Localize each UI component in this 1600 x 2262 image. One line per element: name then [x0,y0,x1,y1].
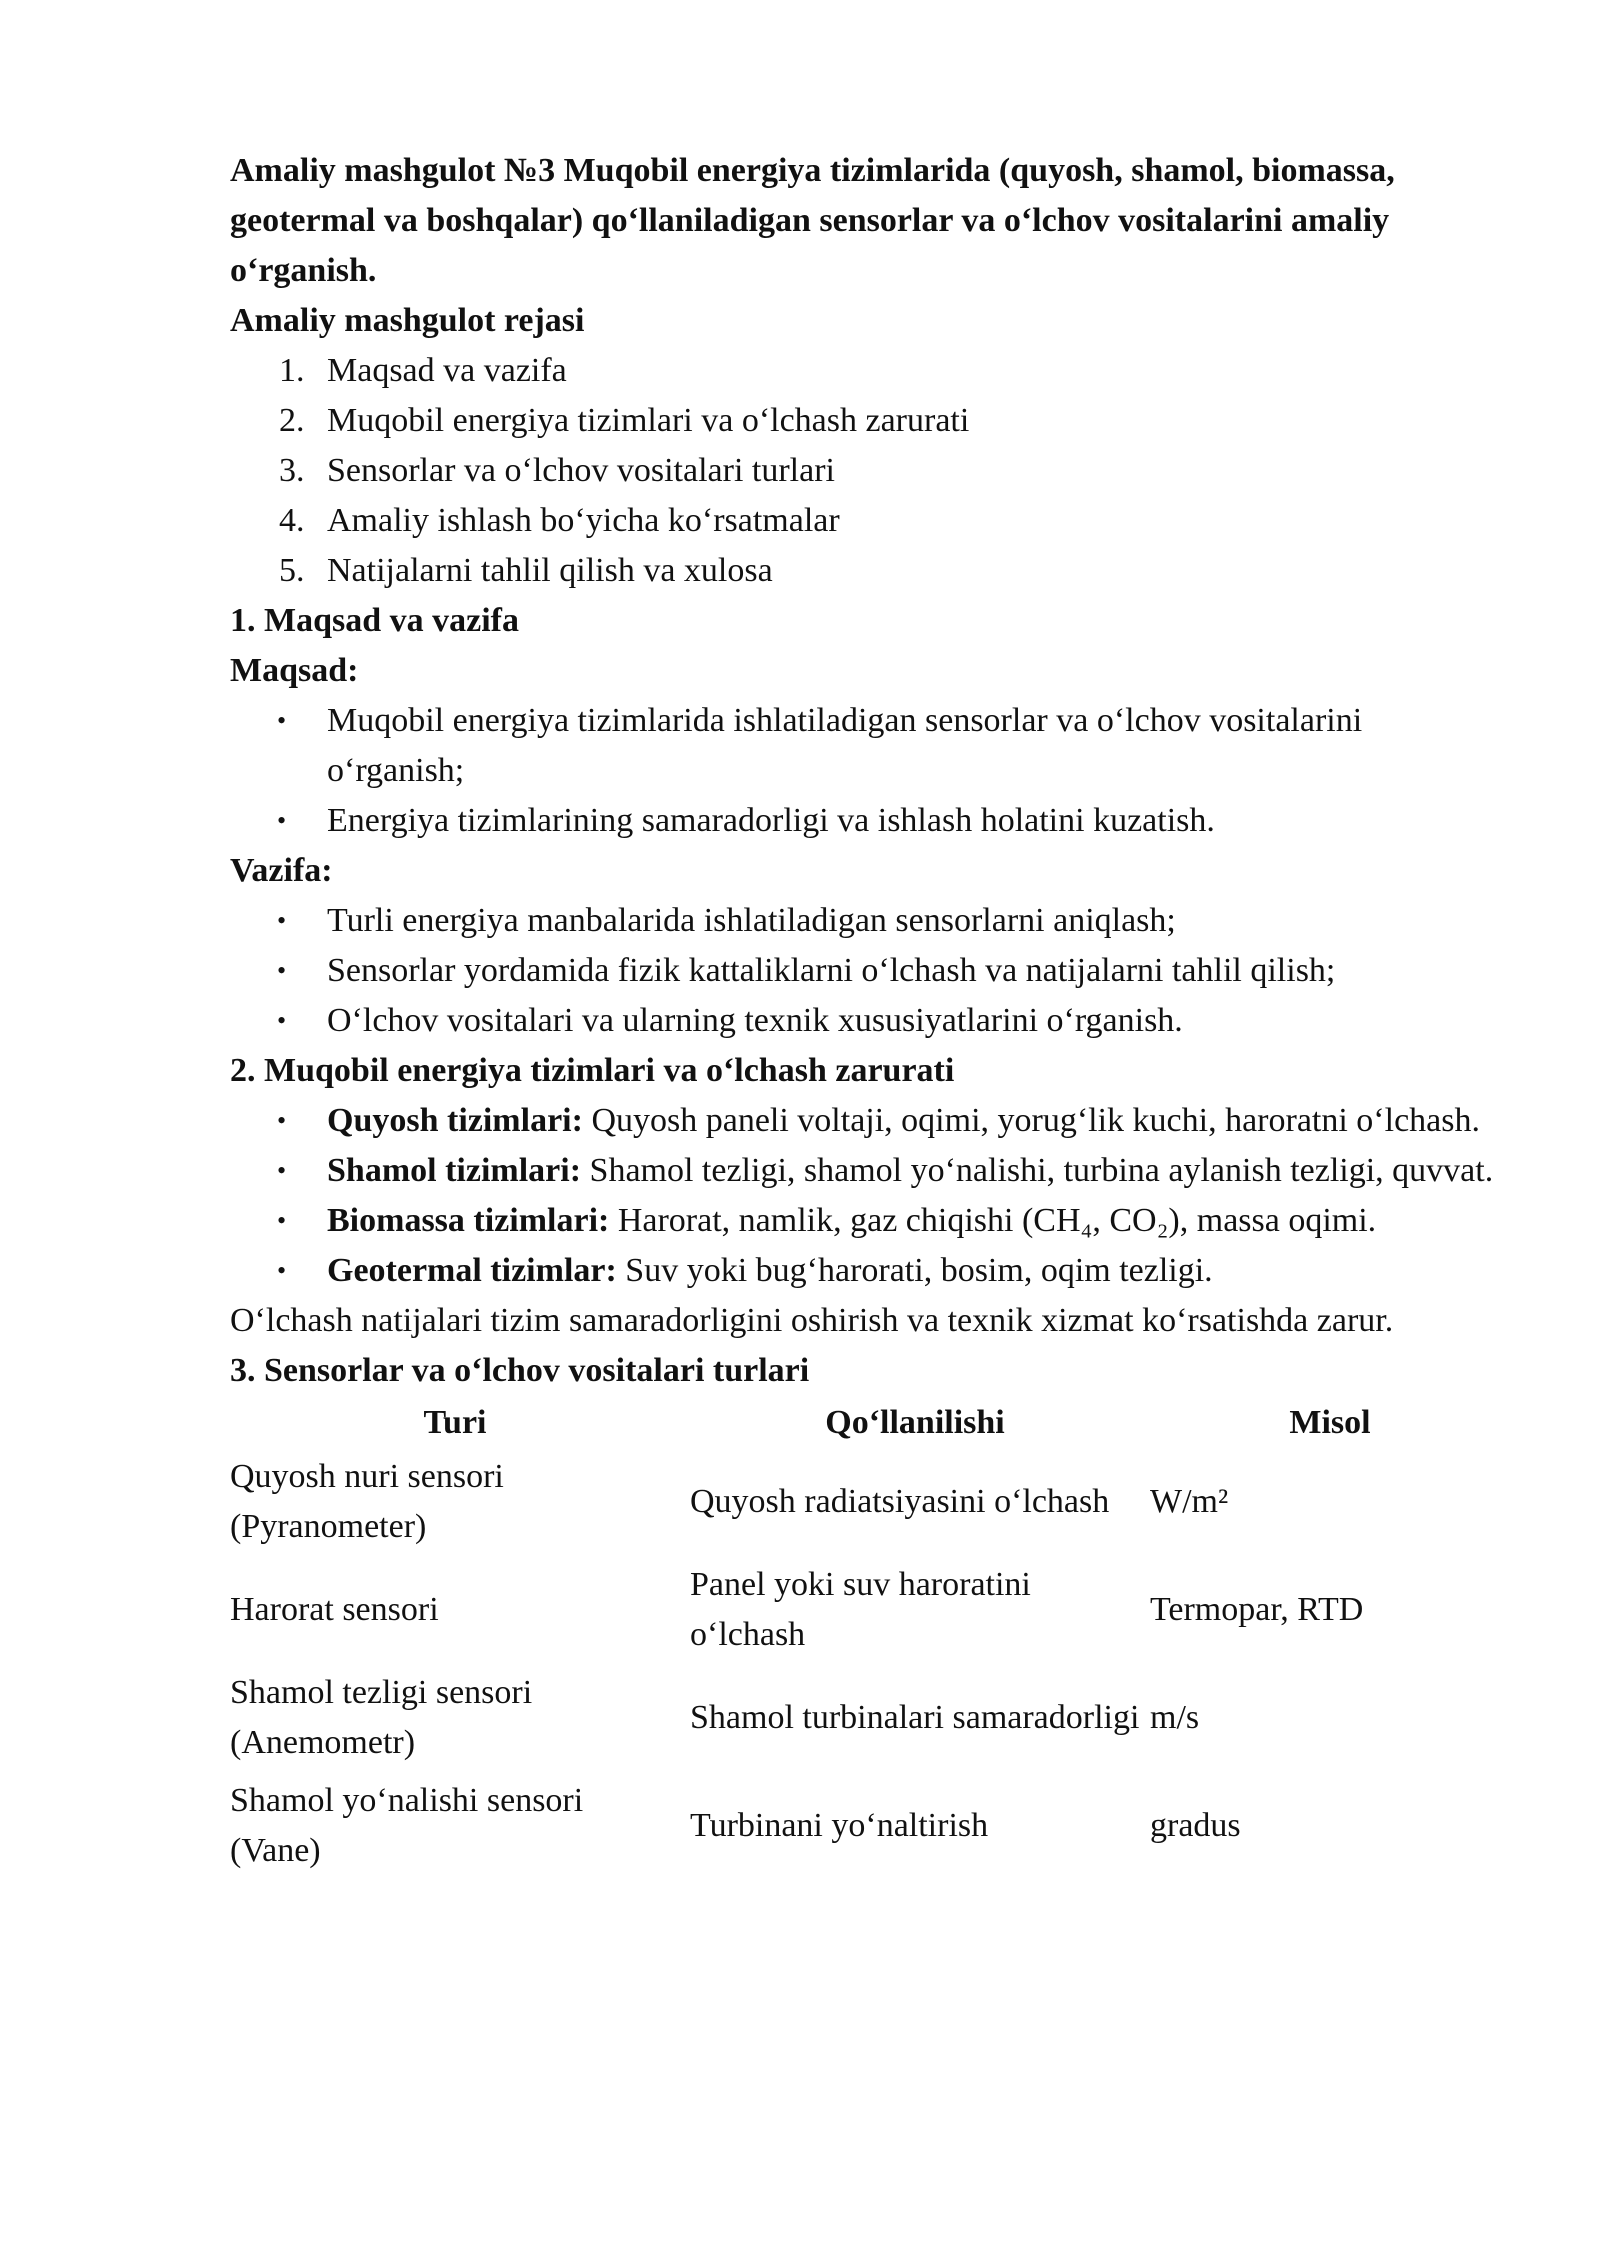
column-header-type: Turi [423,1404,487,1441]
table-row [225,1448,1515,1556]
section-1-heading: 1. Maqsad va vazifa [230,602,519,639]
plan-item: 4. Amaliy ishlash bo‘yicha ko‘rsatmalar [279,502,840,539]
systems-item: • Biomassa tizimlari: Harorat, namlik, gaz chiqishi (CH₄, CO₂), massa oqimi. [327,1196,1600,1246]
task-item: • Turli energiya manbalarida ishlatiladigan sensorlarni aniqlash; [327,896,1510,946]
table-cell: Turbinani yo‘naltirish [690,1807,989,1844]
table-cell: Panel yoki suv haroratini o‘lchash [690,1566,1031,1653]
measurement-conclusion: O‘lchash natijalari tizim samaradorligini oshirish va texnik xizmat ko‘rsatishda zarur. [230,1302,1394,1339]
plan-heading: Amaliy mashgulot rejasi [230,302,585,339]
document-title: Amaliy mashgulot №3 Muqobil energiya tizimlarida (quyosh, shamol, biomassa, geotermal va boshqalar) qo‘llaniladigan sensorlar va o‘lchov vositalarini amaliy o‘rganish. [230,152,1395,289]
table-cell: m/s [1150,1699,1200,1736]
systems-list [230,1096,1497,1296]
section-3-heading: 3. Sensorlar va o‘lchov vositalari turlari [230,1352,810,1389]
goal-item: • Energiya tizimlarining samaradorligi va ishlash holatini kuzatish. [327,796,1497,846]
table-row [225,1772,1515,1880]
plan-item: 5. Natijalarni tahlil qilish va xulosa [279,552,773,589]
table-cell: Harorat sensori [230,1591,439,1628]
sensors-table [225,1398,1515,1880]
table-cell: Quyosh nuri sensori (Pyranometer) [230,1458,504,1545]
table-row [225,1664,1515,1772]
systems-item: • Quyosh tizimlari: Quyosh paneli voltaji, oqimi, yorug‘lik kuchi, haroratni o‘lchash. [327,1096,1497,1146]
table-cell: Quyosh radiatsiyasini o‘lchash [690,1483,1110,1520]
document-page [230,146,1510,1880]
goal-item: • Muqobil energiya tizimlarida ishlatiladigan sensorlar va o‘lchov vositalarini o‘rganish; [327,696,1497,796]
task-list [230,896,1510,1046]
goal-heading: Maqsad: [230,652,359,689]
table-cell: Termopar, RTD [1150,1591,1364,1628]
section-2-heading: 2. Muqobil energiya tizimlari va o‘lchash zarurati [230,1052,955,1089]
column-header-usage: Qo‘llanilishi [825,1404,1005,1441]
table-cell: gradus [1150,1807,1241,1844]
plan-item: 1. Maqsad va vazifa [279,352,567,389]
table-row [225,1556,1515,1664]
table-header-row [225,1398,1515,1448]
column-header-example: Misol [1289,1404,1371,1441]
systems-item: • Shamol tizimlari: Shamol tezligi, shamol yo‘nalishi, turbina aylanish tezligi, quvvat. [327,1146,1497,1196]
table-cell: Shamol turbinalari samaradorligi [690,1699,1140,1736]
plan-item: 3. Sensorlar va o‘lchov vositalari turlari [279,452,835,489]
task-item: • Sensorlar yordamida fizik kattaliklarni o‘lchash va natijalarni tahlil qilish; [327,946,1510,996]
task-heading: Vazifa: [230,852,333,889]
table-cell: W/m² [1150,1483,1229,1520]
plan-list [230,346,1510,596]
systems-item: • Geotermal tizimlar: Suv yoki bug‘harorati, bosim, oqim tezligi. [327,1246,1497,1296]
goal-list [230,696,1497,846]
task-item: • O‘lchov vositalari va ularning texnik xususiyatlarini o‘rganish. [327,996,1510,1046]
plan-item: 2. Muqobil energiya tizimlari va o‘lchash zarurati [279,402,970,439]
table-cell: Shamol tezligi sensori (Anemometr) [230,1674,533,1761]
table-cell: Shamol yo‘nalishi sensori (Vane) [230,1782,584,1869]
